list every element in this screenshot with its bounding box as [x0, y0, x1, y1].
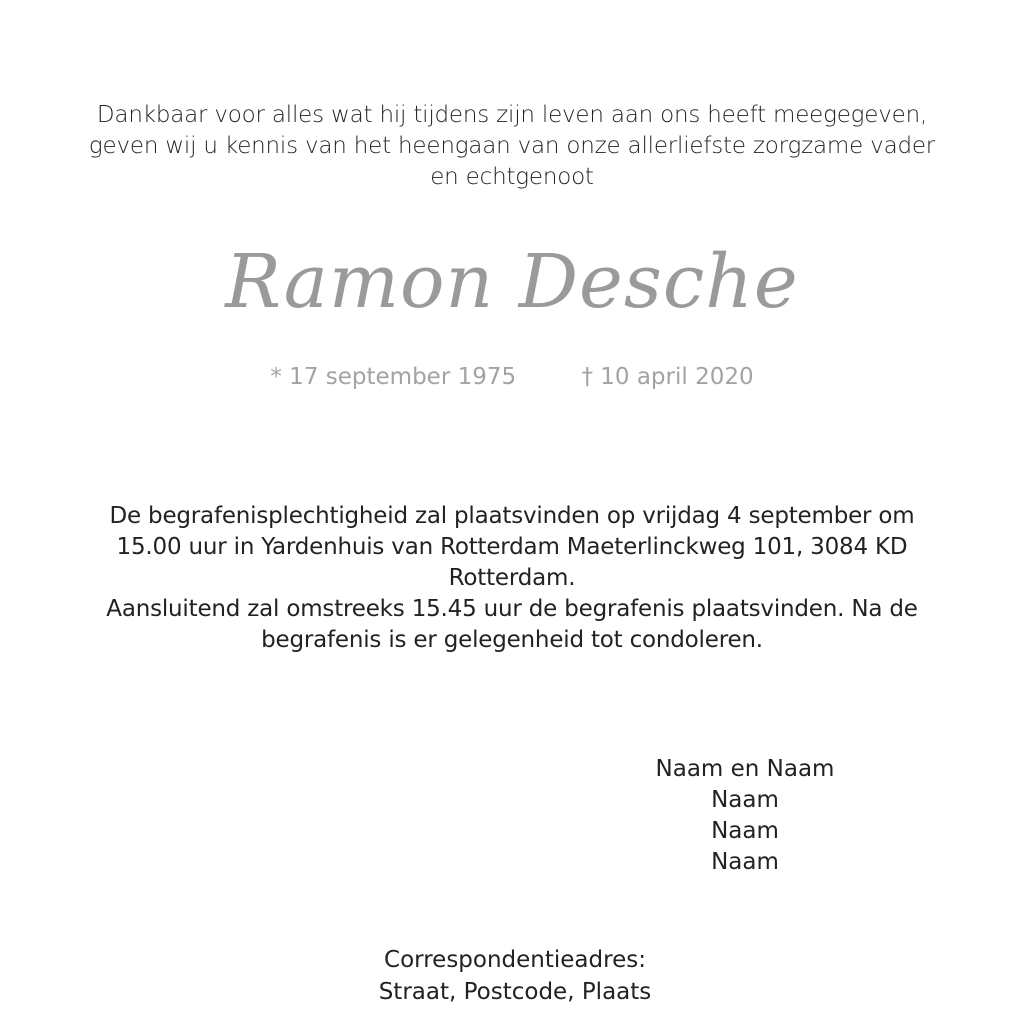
intro-line: en echtgenoot: [430, 164, 594, 190]
family-name: Naam en Naam: [655, 756, 835, 782]
ceremony-text: [40, 501, 984, 656]
deceased-name: Ramon Desche: [225, 239, 799, 325]
intro-line: geven wij u kennis van het heengaan van onze allerliefste zorgzame vader: [88, 133, 936, 159]
death-date: † 10 april 2020: [581, 364, 754, 390]
ceremony-line: De begrafenisplechtigheid zal plaatsvinden op vrijdag 4 september om: [109, 503, 915, 529]
address-value: Straat, Postcode, Plaats: [378, 979, 652, 1005]
intro-line: Dankbaar voor alles wat hij tijdens zijn leven aan ons heeft meegegeven,: [96, 102, 928, 128]
family-name: Naam: [711, 787, 779, 813]
ceremony-line: begrafenis is er gelegenheid tot condoleren.: [261, 627, 763, 653]
correspondence-address: [0, 944, 1024, 1008]
family-name: Naam: [711, 818, 779, 844]
family-names: [620, 754, 870, 878]
intro-text: [40, 100, 984, 193]
family-name: Naam: [711, 849, 779, 875]
life-dates: [0, 362, 1024, 392]
ceremony-line: Aansluitend zal omstreeks 15.45 uur de begrafenis plaatsvinden. Na de: [106, 596, 918, 622]
address-label: Correspondentieadres:: [384, 947, 646, 973]
ceremony-line: 15.00 uur in Yardenhuis van Rotterdam Maeterlinckweg 101, 3084 KD: [116, 534, 908, 560]
birth-date: * 17 september 1975: [270, 364, 517, 390]
ceremony-line: Rotterdam.: [448, 565, 576, 591]
